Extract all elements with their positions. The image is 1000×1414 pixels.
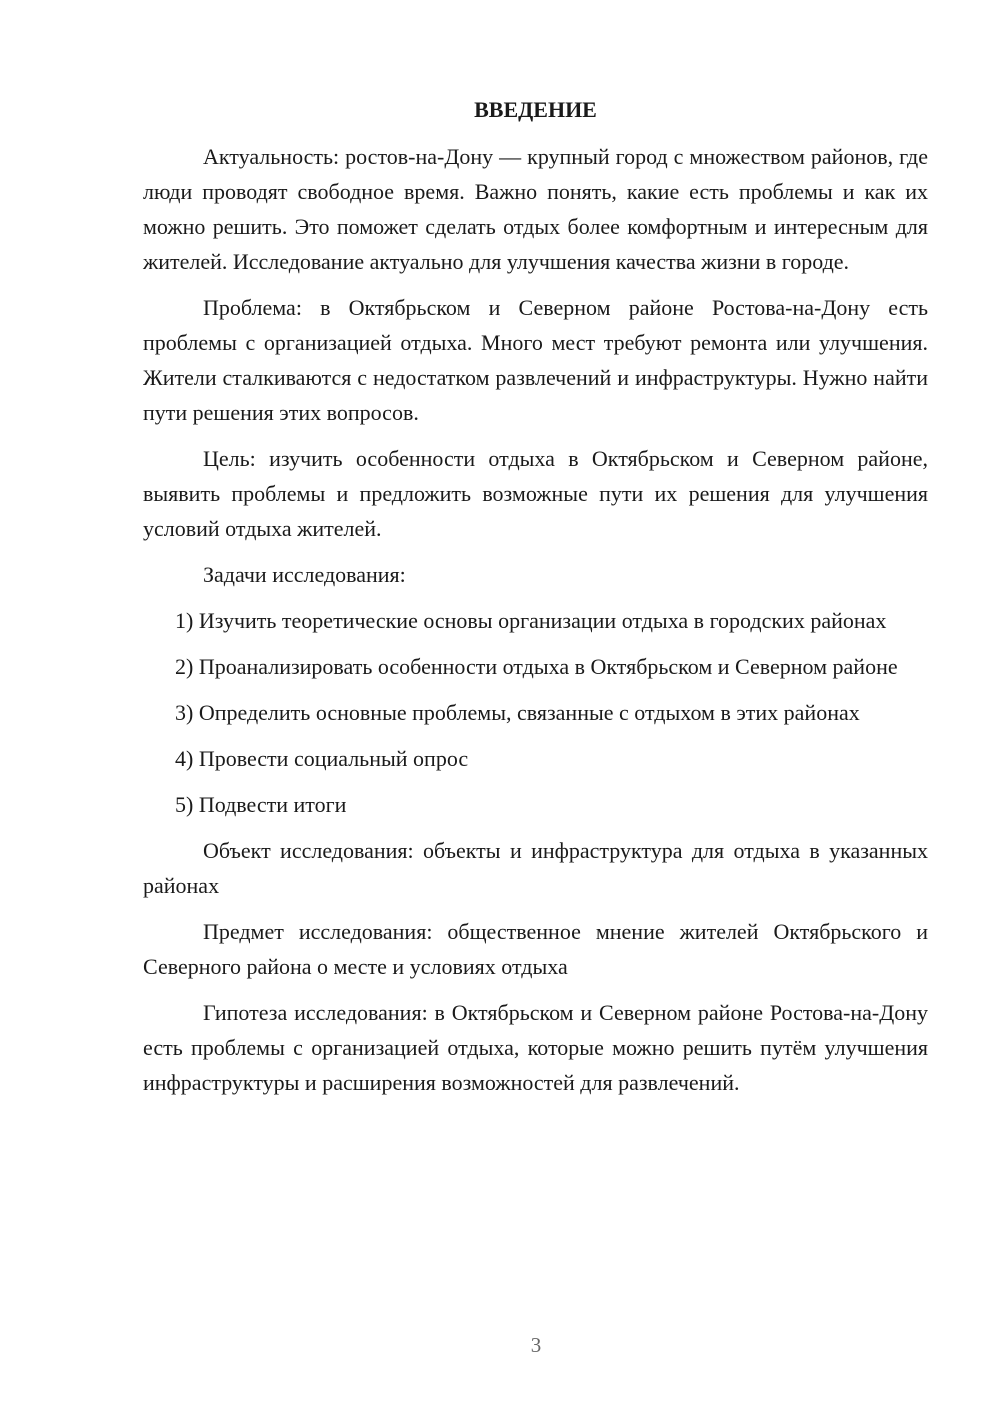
task-item: 2) Проанализировать особенности отдыха в Октябрьском и Северном районе [175,654,898,679]
page-title: ВВЕДЕНИЕ [474,97,597,122]
page-number: 3 [530,1333,542,1357]
goal-paragraph: Цель: изучить особенности отдыха в Октябрьском и Северном районе, выявить проблемы и предложить возможные пути их решения для улучшения условий отдыха жителей. [143,446,928,541]
hypothesis-paragraph: Гипотеза исследования: в Октябрьском и Северном районе Ростова-на-Дону есть проблемы с организацией отдыха, которые можно решить путём улучшения инфраструктуры и расширения возможностей для развлечений. [143,1000,928,1095]
task-item: 3) Определить основные проблемы, связанные с отдыхом в этих районах [175,700,860,725]
task-item: 4) Провести социальный опрос [175,746,469,771]
page-content [143,92,928,1111]
relevance-paragraph: Актуальность: ростов-на-Дону — крупный город с множеством районов, где люди проводят свободное время. Важно понять, какие есть проблемы и как их можно решить. Это поможет сделать отдых более комфортным и интересным для жителей. Исследование актуально для улучшения качества жизни в городе. [143,144,928,274]
subject-paragraph: Предмет исследования: общественное мнение жителей Октябрьского и Северного района о месте и условиях отдыха [143,919,928,979]
tasks-heading: Задачи исследования: [203,562,406,587]
object-paragraph: Объект исследования: объекты и инфраструктура для отдыха в указанных районах [143,838,928,898]
task-item: 1) Изучить теоретические основы организации отдыха в городских районах [175,608,887,633]
problem-paragraph: Проблема: в Октябрьском и Северном районе Ростова-на-Дону есть проблемы с организацией отдыха. Много мест требуют ремонта или улучшения. Жители сталкиваются с недостатком развлечений и инфраструктуры. Нужно найти пути решения этих вопросов. [143,295,928,425]
task-item: 5) Подвести итоги [175,792,347,817]
